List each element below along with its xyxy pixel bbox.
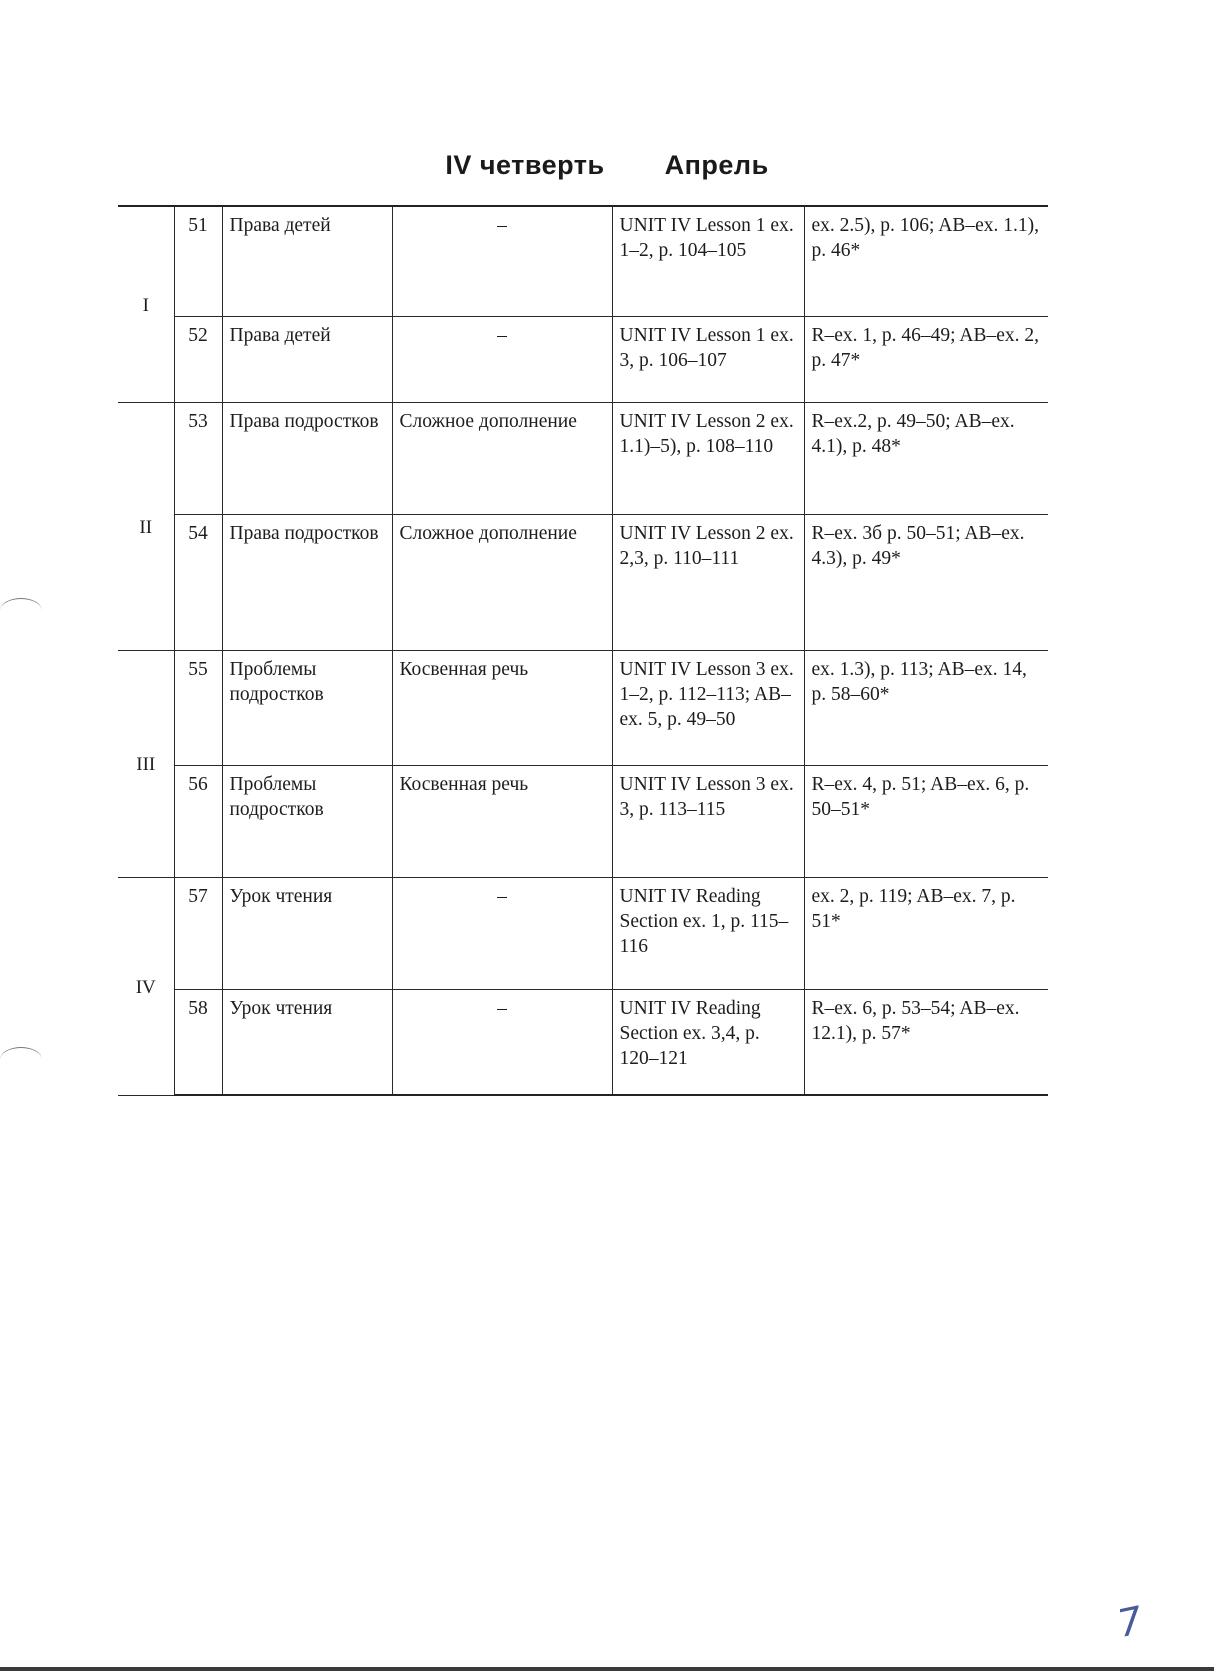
lesson-textbook: UNIT IV Lesson 2 ex. 2,3, p. 110–111	[612, 514, 804, 650]
lesson-grammar: Сложное дополнение	[392, 402, 612, 514]
page-title	[0, 150, 1214, 181]
lesson-homework: R–ex.2, p. 49–50; AB–ex. 4.1), p. 48*	[804, 402, 1048, 514]
lesson-grammar: –	[392, 877, 612, 989]
punch-hole-mark	[0, 598, 42, 623]
lesson-homework: R–ex. 1, p. 46–49; AB–ex. 2, p. 47*	[804, 316, 1048, 402]
lesson-number: 53	[174, 402, 222, 514]
lesson-topic: Права детей	[222, 316, 392, 402]
lesson-homework: R–ex. 4, p. 51; AB–ex. 6, p. 50–51*	[804, 765, 1048, 877]
month-title: Апрель	[664, 150, 769, 180]
lesson-number: 57	[174, 877, 222, 989]
lesson-textbook: UNIT IV Reading Section ex. 3,4, p. 120–121	[612, 989, 804, 1095]
table-row	[118, 402, 1048, 514]
lesson-topic: Урок чтения	[222, 989, 392, 1095]
lesson-grammar: Косвенная речь	[392, 650, 612, 765]
lesson-grammar: Косвенная речь	[392, 765, 612, 877]
lesson-topic: Урок чтения	[222, 877, 392, 989]
lesson-homework: ex. 2.5), p. 106; AB–ex. 1.1), p. 46*	[804, 206, 1048, 316]
quarter-title: IV четверть	[445, 150, 605, 180]
lesson-number: 55	[174, 650, 222, 765]
lesson-homework: R–ex. 3б p. 50–51; AB–ex. 4.3), p. 49*	[804, 514, 1048, 650]
lesson-topic: Проблемы подростков	[222, 765, 392, 877]
lesson-schedule-table	[118, 205, 1048, 1096]
week-label: I	[118, 206, 174, 402]
lesson-grammar: Сложное дополнение	[392, 514, 612, 650]
lesson-grammar: –	[392, 316, 612, 402]
lesson-topic: Права подростков	[222, 514, 392, 650]
table-row	[118, 989, 1048, 1095]
week-label: IV	[118, 877, 174, 1095]
table-row	[118, 206, 1048, 316]
lesson-homework: ex. 2, p. 119; AB–ex. 7, p. 51*	[804, 877, 1048, 989]
lesson-homework: ex. 1.3), p. 113; AB–ex. 14, p. 58–60*	[804, 650, 1048, 765]
punch-hole-mark	[0, 1047, 42, 1072]
table-row	[118, 877, 1048, 989]
handwritten-page-number: 7	[1113, 1597, 1147, 1647]
lesson-textbook: UNIT IV Reading Section ex. 1, p. 115–116	[612, 877, 804, 989]
week-label: II	[118, 402, 174, 650]
lesson-number: 52	[174, 316, 222, 402]
lesson-number: 51	[174, 206, 222, 316]
lesson-textbook: UNIT IV Lesson 3 ex. 3, p. 113–115	[612, 765, 804, 877]
lesson-textbook: UNIT IV Lesson 1 ex. 3, p. 106–107	[612, 316, 804, 402]
lesson-grammar: –	[392, 989, 612, 1095]
table-row	[118, 514, 1048, 650]
week-label: III	[118, 650, 174, 877]
scan-edge	[0, 1667, 1214, 1671]
lesson-textbook: UNIT IV Lesson 2 ex. 1.1)–5), p. 108–110	[612, 402, 804, 514]
lesson-grammar: –	[392, 206, 612, 316]
lesson-number: 58	[174, 989, 222, 1095]
lesson-number: 54	[174, 514, 222, 650]
lesson-topic: Права детей	[222, 206, 392, 316]
lesson-topic: Права подростков	[222, 402, 392, 514]
lesson-homework: R–ex. 6, p. 53–54; AB–ex. 12.1), p. 57*	[804, 989, 1048, 1095]
table-row	[118, 765, 1048, 877]
lesson-number: 56	[174, 765, 222, 877]
lesson-topic: Проблемы подростков	[222, 650, 392, 765]
lesson-textbook: UNIT IV Lesson 3 ex. 1–2, p. 112–113; AB–ex. 5, p. 49–50	[612, 650, 804, 765]
table-row	[118, 316, 1048, 402]
table-row	[118, 650, 1048, 765]
lesson-textbook: UNIT IV Lesson 1 ex. 1–2, p. 104–105	[612, 206, 804, 316]
